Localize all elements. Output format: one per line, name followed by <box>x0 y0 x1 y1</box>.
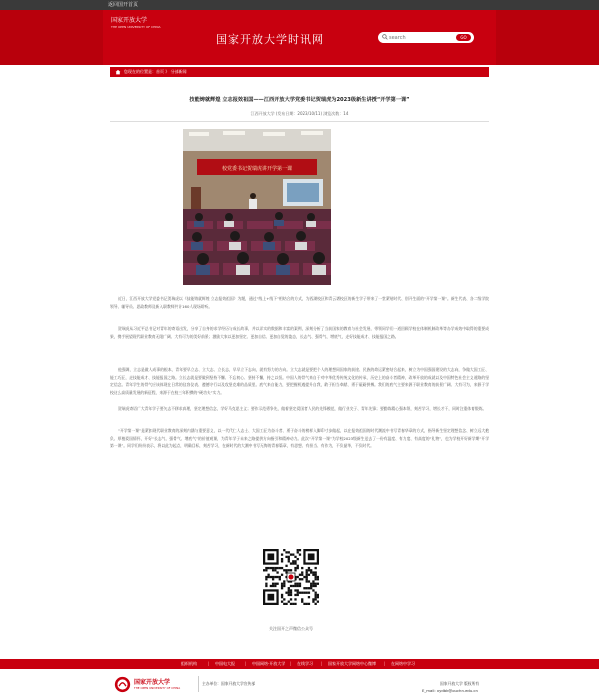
qr-code-icon <box>263 549 319 605</box>
breadcrumb <box>110 67 489 77</box>
footer-logo-text: 国家开放大学 <box>134 679 171 686</box>
footer <box>0 669 599 698</box>
footer-link-separator: | <box>208 661 210 666</box>
header-logo-subtext: THE OPEN UNIVERSITY OF CHINA <box>111 25 161 29</box>
footer-link-network[interactable]: 中国网络·开放大学 <box>252 661 286 666</box>
breadcrumb-home[interactable]: 首页 <box>156 69 164 74</box>
footer-link-separator: | <box>245 661 247 666</box>
ouc-logo-icon <box>114 676 131 693</box>
search-input[interactable] <box>389 32 449 43</box>
header-logo-text[interactable]: 国家开放大学 <box>111 17 148 24</box>
article-paragraph: 他强调，立志是做人成事的根本，青年要早立志、立大志、立长志，早早立下志向，就有努力的方向。立大志就是要把个人的理想同国家的前途、民族的命运紧密结合起来，树立为中国强国建设的大志向，争做大国工匠、能工巧匠，走技能成才、技能报国之路。立长志就是要做到坚持不懈、不忘初心、坚持不懈，持之以恒。中国人的骨气来自于对中华优秀传统文化的传承，历史上的奋斗者精神，改革开放的成就以及中国特色社会主义道路的坚定信念。青年学生的骨气应该体现在日常的仪容仪表、遵德守行以及攻坚克难的品质里。底气来自能力，要把握机遇提升自我，敢于担当奉献、勇于砥砺拼搏。我们的底气主要来源于职业教育的前景广阔、大有可为，来源于学校这么高质量发展的新征程，来源于在校三年积攒的“硬功夫”实力。 <box>110 367 489 396</box>
footer-link-weibo[interactable]: 国家开放大学网络中心微博 <box>328 661 376 666</box>
footer-copyright: 国家开放大学 版权所有 <box>440 681 480 686</box>
breadcrumb-section[interactable]: 分部新闻 <box>170 69 187 74</box>
article-paragraph: 贺瑞虎从习近平总书记对青年的寄语出发，分享了自身的求学经历与成长故事，并以详实的数据和丰富的案例，深刻分析了当前国家的教育与社会发展、带领同学们一道回顾学校在体制机制改革等办学成效中取得的重要成果，携手展望现代职业教育无限广阔、大有可为的美好前景；激励大家以更加坚定、更加自信、更加自觉的姿态，长志气、强骨气、增底气，走好技能成才、技能报国之路。 <box>110 326 489 339</box>
footer-divider <box>198 676 199 692</box>
breadcrumb-prefix: 您现在的位置是： <box>124 69 156 74</box>
wechat-qr-code <box>263 549 319 605</box>
top-bar <box>0 0 599 10</box>
return-home-link[interactable]: 返回国开首页 <box>108 2 139 8</box>
title-divider <box>110 121 489 122</box>
article-paragraph: 贺瑞虎寄语广大青年学子要矢志不移求真理，坚定理想信念，学好马克思主义；要作示范勇争先，做着坚定爱国者人民的先锋模范，做行业尖子、青年先锋；要勤练精心强本领，刻苦学习，增长才干，同时注重体育锻炼。 <box>118 406 487 411</box>
home-icon <box>115 69 121 75</box>
article-paragraph: “开学第一课”是紧扣现代职业教育的深刻内涵与重要意义，以一代代仁人志士、大国工匠为奋斗者、勇于奋斗的榜样入脚印寸步做起，以在报效祖国的时代潮流中书写青春华章的方式，指导新生坚定理想信念、树立远大抱负、厚植爱国情怀，开好“长志气、强骨气、增底气”的价值观课，为青年学子未来之路提供方向指引和精神动力。此次“开学第一课”为学校2023级新生送去了一份有温度、有力度、有高度的“礼物”，也为学校开好新学期“开学第一课”。同学们纷纷表示，将以此为起点，明确目标，刻苦学习，在新时代的大潮中书写无悔的青春篇章，有思想、有担当、有作为，不负韶华，不负时代。 <box>110 428 489 449</box>
footer-link-separator: | <box>321 661 323 666</box>
footer-email[interactable]: E_mail: xydbk@ouchn.edu.cn <box>422 688 478 693</box>
site-title: 国家开放大学时讯网 <box>216 33 324 46</box>
breadcrumb-trail <box>124 67 187 77</box>
article-photo <box>183 129 331 285</box>
footer-link-separator: | <box>384 661 386 666</box>
article-paragraph: 近日，江西开放大学党委书记贺瑞虎以《技能铸就辉煌 立志报效祖国》为题，通过“线上+线下”相结合的方式，为西湖校区和青云谱校区的新生学子带来了一堂紧贴时代、别开生面的“开学第一课”。新生代表、各二级学院领导、辅导员、思政教师及新入职教师共计160人现场聆听。 <box>110 296 489 309</box>
lecture-hall-image <box>183 129 331 285</box>
footer-link-org[interactable]: 组织机构 <box>181 661 197 666</box>
footer-link-newspaper[interactable]: 中国电大报 <box>215 661 235 666</box>
article-title: 技能铸就辉煌 立志报效祖国——江西开放大学党委书记贺瑞虎为2023级新生讲授“开学第一课” <box>189 97 410 103</box>
footer-link-online-study[interactable]: 在线学习 <box>297 661 313 666</box>
footer-host: 主办单位：国家开放大学宣传部 <box>202 681 256 686</box>
article-meta: 江西开放大学 (发布日期：2023/10/11) 浏览次数：14 <box>250 111 349 116</box>
footer-logo-subtext: THE OPEN UNIVERSITY OF CHINA <box>134 686 181 690</box>
search-icon <box>382 34 388 40</box>
footer-links-bar <box>0 659 599 669</box>
search-box <box>378 32 474 43</box>
footer-link-learn-online[interactable]: 在网络中学习 <box>391 661 415 666</box>
photo-banner-text: 校党委书记贺瑞虎讲开学第一课 <box>221 166 293 172</box>
footer-link-separator: | <box>290 661 292 666</box>
search-button[interactable]: GO <box>455 33 472 42</box>
qr-caption: 关注国开之声微信公众号 <box>269 626 313 631</box>
breadcrumb-separator: 》 <box>165 69 170 74</box>
